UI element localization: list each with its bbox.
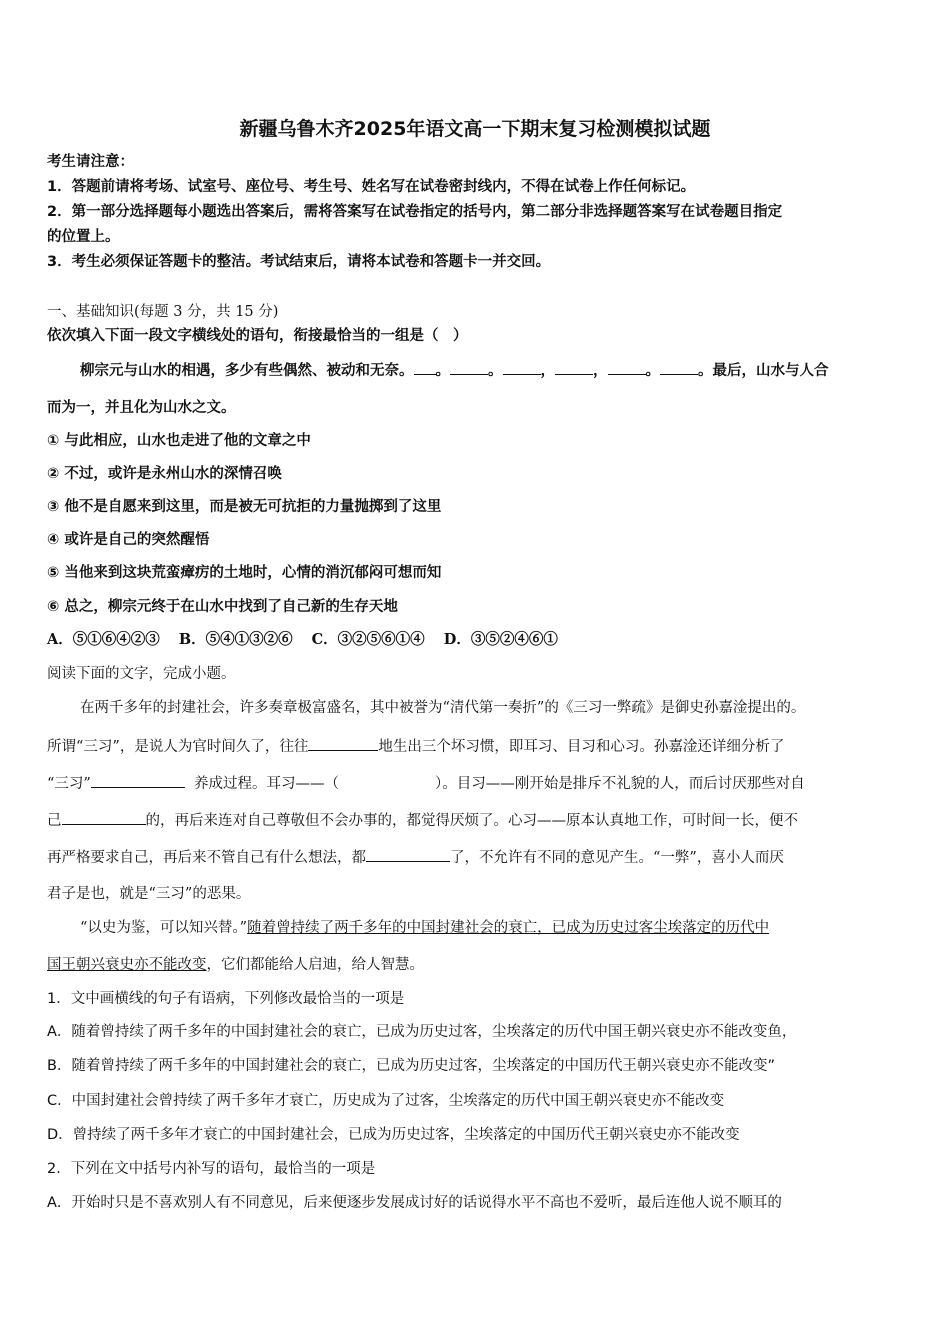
sentence-item: ⑤ 当他来到这块荒蛮瘴疠的土地时，心情的消沉郁闷可想而知 — [47, 565, 442, 581]
reading-line — [47, 955, 424, 975]
blank — [450, 360, 488, 375]
blank — [62, 810, 146, 825]
blank — [555, 360, 593, 375]
notice-item: 的位置上。 — [47, 229, 120, 245]
text-segment: 养成过程。耳习——（ — [194, 776, 340, 792]
sentence-item: ① 与此相应，山水也走进了他的文章之中 — [47, 433, 311, 449]
question-stem: 依次填入下面一段文字横线处的语句，衔接最恰当的一组是（ ） — [47, 328, 468, 344]
text-segment: “以史为鉴，可以知兴替。” — [80, 920, 248, 936]
blank — [308, 736, 378, 751]
reading-line: 在两千多年的封建社会，许多奏章极富盛名，其中被誉为“清代第一奏折”的《三习一弊疏》是御史孙嘉淦提出的。 — [80, 700, 806, 716]
notice-item: 1．答题前请将考场、试室号、座位号、考生号、姓名写在试卷密封线内，不得在试卷上作任何标记。 — [47, 179, 696, 195]
text-segment: “三习” — [47, 776, 91, 792]
page-title: 新疆乌鲁木齐2025年语文高一下期末复习检测模拟试题 — [239, 118, 711, 140]
underlined-sentence: 国王朝兴衰史亦不能改变 — [47, 957, 207, 973]
reading-line — [47, 773, 805, 794]
blank — [660, 360, 698, 375]
option-b[interactable]: B．⑤④①③②⑥ — [178, 631, 293, 648]
text-segment: 了，不允许有不同的意见产生。“一弊”，喜小人而厌 — [450, 850, 784, 866]
text-segment: 的，再后来连对自己尊敬但不会办事的，都觉得厌烦了。心习——原本认真地工作，可时间一长，便不 — [145, 813, 798, 829]
question-stem: 2．下列在文中括号内补写的语句，最恰当的一项是 — [47, 1161, 376, 1177]
passage-line-2: 而为一，并且化为山水之文。 — [47, 399, 236, 416]
reading-line — [80, 918, 769, 938]
blank — [608, 360, 646, 375]
option-d[interactable]: D．③⑤②④⑥① — [443, 631, 558, 648]
sentence-item: ④ 或许是自己的突然醒悟 — [47, 532, 210, 548]
notice-heading: 考生请注意： — [47, 154, 134, 170]
reading-line — [47, 847, 784, 868]
option-b[interactable]: B．随着曾持续了两千多年的中国封建社会的衰亡，已成为历史过客，尘埃落定的中国历代王朝兴衰史亦不能改变” — [47, 1058, 775, 1074]
reading-intro: 阅读下面的文字，完成小题。 — [47, 666, 236, 682]
blank — [366, 847, 450, 862]
question-stem: 1．文中画横线的句子有语病，下列修改最恰当的一项是 — [47, 991, 405, 1007]
option-d[interactable]: D．曾持续了两千多年才衰亡的中国封建社会，已成为历史过客，尘埃落定的中国历代王朝兴衰史亦不能改变 — [47, 1127, 740, 1143]
passage-end: 。最后，山水与人合 — [698, 362, 829, 379]
notice-item: 3．考生必须保证答题卡的整洁。考试结束后，请将本试卷和答题卡一并交回。 — [47, 254, 551, 270]
passage-start: 柳宗元与山水的相遇，多少有些偶然、被动和无奈。 — [80, 362, 414, 379]
sentence-item: ② 不过，或许是永州山水的深情召唤 — [47, 466, 282, 482]
option-a[interactable]: A．随着曾持续了两千多年的中国封建社会的衰亡，已成为历史过客，尘埃落定的历代中国王朝兴衰史亦不能改变鱼， — [47, 1024, 797, 1040]
text-segment: 再严格要求自己，再后来不管自己有什么想法，都 — [47, 850, 366, 866]
text-segment: 己 — [47, 813, 62, 829]
option-c[interactable]: C．中国封建社会曾持续了两千多年才衰亡，历史成为了过客，尘埃落定的历代中国王朝兴衰史亦不能改变 — [47, 1093, 725, 1109]
underlined-sentence: 随着曾持续了两千多年的中国封建社会的衰亡，已成为历史过客尘埃落定的历代中 — [247, 920, 770, 936]
text-segment: 地生出三个坏习惯，即耳习、目习和心习。孙嘉淦还详细分析了 — [378, 739, 785, 755]
option-c[interactable]: C．③②⑤⑥①④ — [311, 631, 425, 648]
answer-options — [47, 630, 572, 650]
sentence-item: ⑥ 总之，柳宗元终于在山水中找到了自己新的生存天地 — [47, 599, 398, 615]
option-a[interactable]: A．⑤①⑥④②③ — [47, 631, 160, 648]
option-a[interactable]: A．开始时只是不喜欢别人有不同意见，后来便逐步发展成讨好的话说得水平不高也不爱听，最后连他人说不顺耳的 — [47, 1195, 782, 1211]
reading-line — [47, 736, 784, 757]
notice-item: 2．第一部分选择题每小题选出答案后，需将答案写在试卷指定的括号内，第二部分非选择题答案写在试卷题目指定 — [47, 204, 783, 220]
text-segment: 所谓“三习”，是说人为官时间久了，往往 — [47, 739, 309, 755]
reading-line — [47, 810, 798, 831]
reading-line: 君子是也，就是“三习”的恶果。 — [47, 886, 251, 902]
blank — [503, 360, 541, 375]
sentence-item: ③ 他不是自愿来到这里，而是被无可抗拒的力量抛掷到了这里 — [47, 499, 442, 515]
blank — [91, 773, 185, 788]
section-heading: 一、基础知识(每题 3 分，共 15 分) — [47, 304, 279, 320]
blank — [414, 360, 436, 375]
text-segment: ）。目习——刚开始是排斥不礼貌的人，而后讨厌那些对自 — [435, 776, 805, 792]
text-segment: ，它们都能给人启迪，给人智慧。 — [206, 957, 424, 973]
passage-line: 柳宗元与山水的相遇，多少有些偶然、被动和无奈。 。 。 ， ， 。 。最后，山水与人合 — [80, 362, 829, 379]
